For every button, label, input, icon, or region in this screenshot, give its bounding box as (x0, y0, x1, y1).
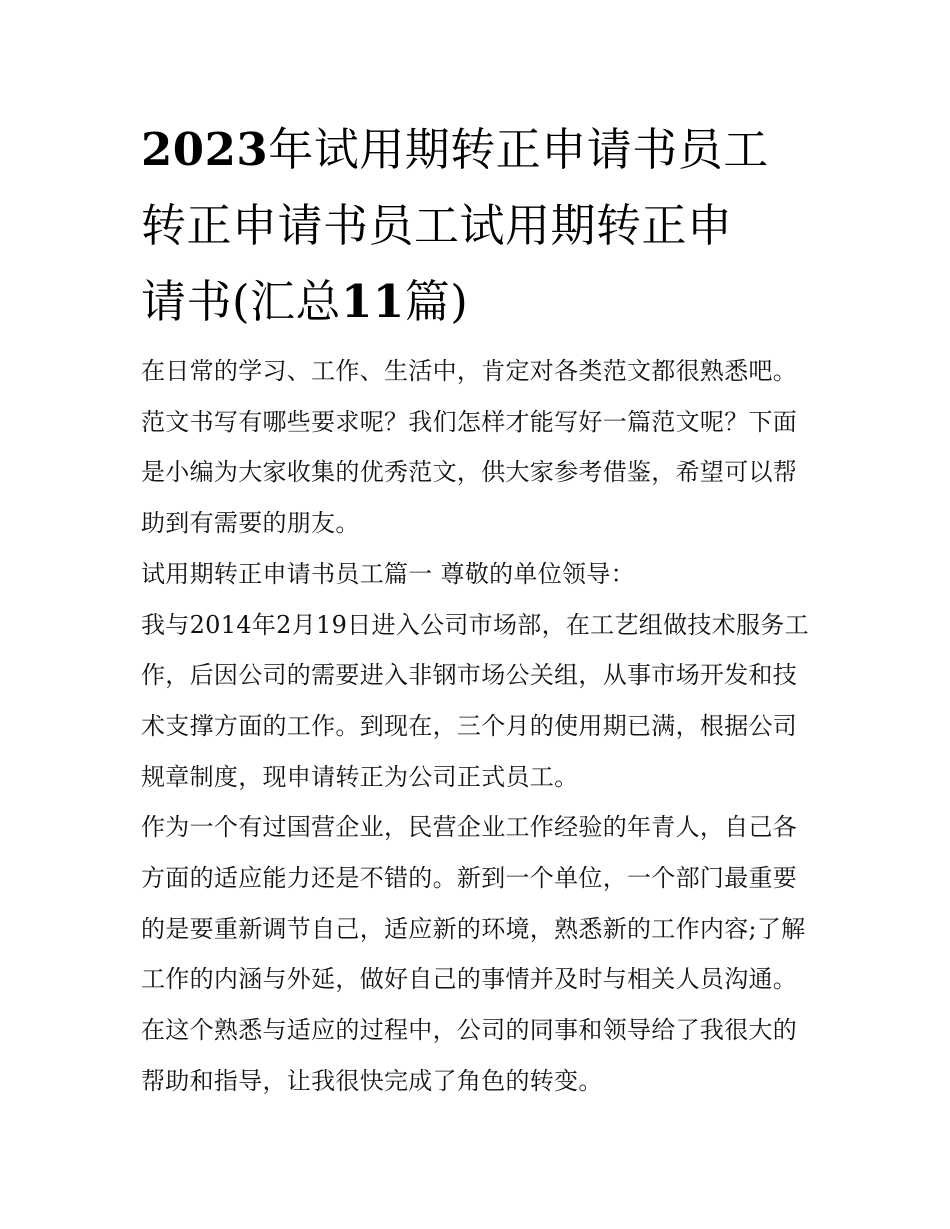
intro-paragraph: 在日常的学习、工作、生活中，肯定对各类范文都很熟悉吧。范文书写有哪些要求呢？我们怎样才能写好一篇范文呢？下面是小编为大家收集的优秀范文，供大家参考借鉴，希望可以帮助到有需要的朋友。 (141, 357, 798, 538)
section-heading-salutation: 试用期转正申请书员工篇一 尊敬的单位领导： (141, 559, 635, 588)
title-year: 2023 (141, 123, 269, 176)
body-paragraph-2: 作为一个有过国营企业，民营企业工作经验的年青人，自己各方面的适应能力还是不错的。新到一个单位，一个部门最重要的是要重新调节自己，适应新的环境，熟悉新的工作内容;了解工作的内涵与外延，做好自己的事情并及时与相关人员沟通。在这个熟悉与适应的过程中，公司的同事和领导给了我很大的帮助和指导，让我很快完成了角色的转变。 (141, 813, 806, 1095)
title-line3-end: 篇) (404, 275, 469, 328)
document-title (141, 112, 813, 340)
title-line3-start: 请书(汇总 (141, 275, 342, 328)
document-content (141, 112, 813, 1107)
title-line2: 转正申请书员工试用期转正申 (141, 199, 733, 252)
body-paragraph-1: 我与2014年2月19日进入公司市场部，在工艺组做技术服务工作，后因公司的需要进入非钢市场公关组，从事市场开发和技术支撑方面的工作。到现在，三个月的使用期已满，根据公司规章制度，现申请转正为公司正式员工。 (141, 610, 809, 791)
title-count: 11 (341, 275, 405, 328)
title-line1: 年试用期转正申请书员工 (268, 123, 769, 176)
